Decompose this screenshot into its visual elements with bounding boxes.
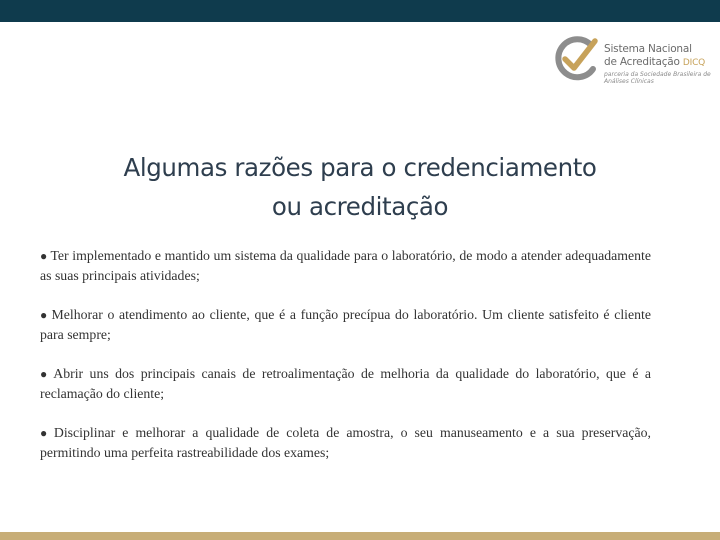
dicq-logo [551,33,720,93]
bottom-accent-bar [0,532,720,540]
logo-tagline: parceria da Sociedade Brasileira de Análises Clínicas [604,71,711,85]
slide-title [60,148,660,226]
bullet-dot: ● [40,308,49,322]
slide-title-line2: ou acreditação [271,192,449,221]
bullet-item [40,423,651,462]
logo-name-line2 [604,56,705,68]
bullet-item [40,305,651,344]
slide-title-line1: Algumas razões para o credenciamento [123,153,597,182]
bullet-dot: ● [40,249,48,263]
bullet-text: Melhorar o atendimento ao cliente, que é a função precípua do laboratório. Um cliente satisfeito é cliente para sempre; [40,307,651,342]
bullet-text: Disciplinar e melhorar a qualidade de coleta de amostra, o seu manuseamento e a sua preservação, permitindo uma perfeita rastreabilidade dos exames; [40,425,652,460]
bullet-dot: ● [40,426,51,440]
bullet-text: Ter implementado e mantido um sistema da qualidade para o laboratório, de modo a atender adequadamente as suas principais atividades; [40,248,652,283]
top-header-bar [0,0,720,22]
check-circle-icon [551,33,603,85]
bullet-item [40,364,651,403]
logo-name-line2-text: de Acreditação [604,56,680,68]
bullet-text: Abrir uns dos principais canais de retroalimentação de melhoria da qualidade do laboratório, que é a reclamação do cliente; [40,366,652,401]
logo-name-line1: Sistema Nacional [604,43,692,55]
bullet-list [40,246,651,482]
bullet-item [40,246,651,285]
bullet-dot: ● [40,367,51,381]
logo-dicq-label: DICQ [682,58,706,68]
